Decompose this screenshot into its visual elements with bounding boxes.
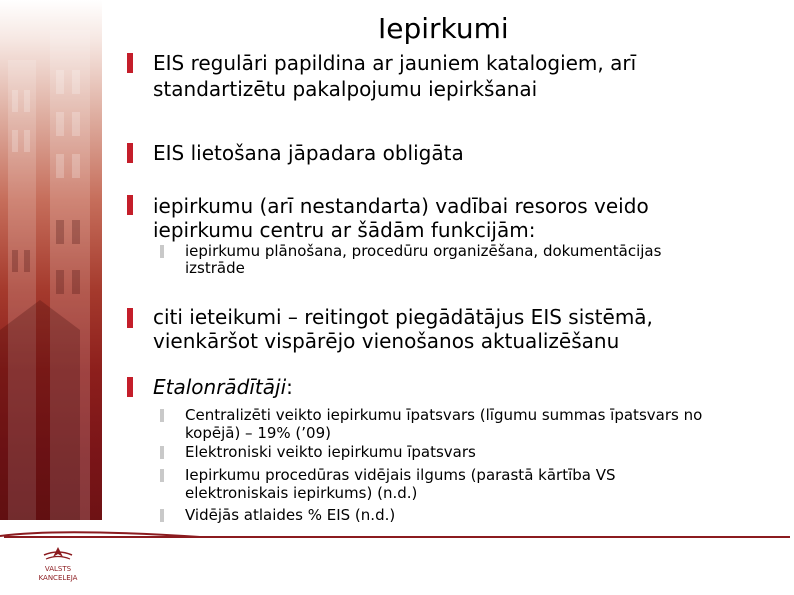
etalon-heading-suffix: :	[286, 375, 293, 399]
footer-swoosh	[0, 528, 200, 542]
sub-bullet-5-4-line-1: Vidējās atlaides % EIS (n.d.)	[185, 506, 396, 524]
sub-bullet-marker	[160, 509, 164, 522]
sub-bullet-marker	[160, 446, 164, 459]
sub-bullet-3-1-line-2: izstrāde	[185, 259, 245, 277]
sub-bullet-3-1-line-1: iepirkumu plānošana, procedūru organizēšana, dokumentācijas	[185, 242, 662, 260]
bullet-1-line-1: EIS regulāri papildina ar jauniem katalogiem, arī	[153, 51, 637, 75]
valsts-kanceleja-logo	[22, 545, 94, 585]
bullet-1-line-2: standartizētu pakalpojumu iepirkšanai	[153, 77, 538, 101]
sub-bullet-marker	[160, 245, 164, 258]
bullet-marker	[127, 143, 133, 163]
logo-text-line-1: VALSTS	[44, 565, 72, 573]
sub-bullet-5-1-line-2: kopējā) – 19% (’09)	[185, 424, 331, 442]
bullet-3-line-2: iepirkumu centru ar šādām funkcijām:	[153, 218, 536, 242]
logo-text-line-2: KANCELEJA	[38, 574, 78, 582]
bullet-5-heading	[153, 376, 293, 399]
decorative-side-band	[0, 0, 102, 520]
bullet-marker	[127, 308, 133, 328]
bullet-4-line-2: vienkāršot vispārējo vienošanos aktualizēšanu	[153, 329, 620, 353]
bullet-marker	[127, 377, 133, 397]
building-illustration	[0, 0, 102, 520]
bullet-3-line-1: iepirkumu (arī nestandarta) vadībai resoros veido	[153, 194, 649, 218]
sub-bullet-5-1-line-1: Centralizēti veikto iepirkumu īpatsvars (līgumu summas īpatsvars no	[185, 406, 703, 424]
bullet-4-line-1: citi ieteikumi – reitingot piegādātājus EIS sistēmā,	[153, 305, 653, 329]
bullet-2-line-1: EIS lietošana jāpadara obligāta	[153, 141, 464, 165]
slide-title: Iepirkumi	[378, 12, 509, 45]
footer-divider	[4, 536, 790, 538]
sub-bullet-5-2-line-1: Elektroniski veikto iepirkumu īpatsvars	[185, 443, 476, 461]
sub-bullet-5-3-line-1: Iepirkumu procedūras vidējais ilgums (parastā kārtība VS	[185, 466, 616, 484]
sub-bullet-marker	[160, 409, 164, 422]
etalon-heading-italic: Etalonrādītāji	[153, 375, 287, 399]
bullet-marker	[127, 195, 133, 215]
sub-bullet-5-3-line-2: elektroniskais iepirkums) (n.d.)	[185, 484, 418, 502]
sub-bullet-marker	[160, 469, 164, 482]
bullet-marker	[127, 53, 133, 73]
